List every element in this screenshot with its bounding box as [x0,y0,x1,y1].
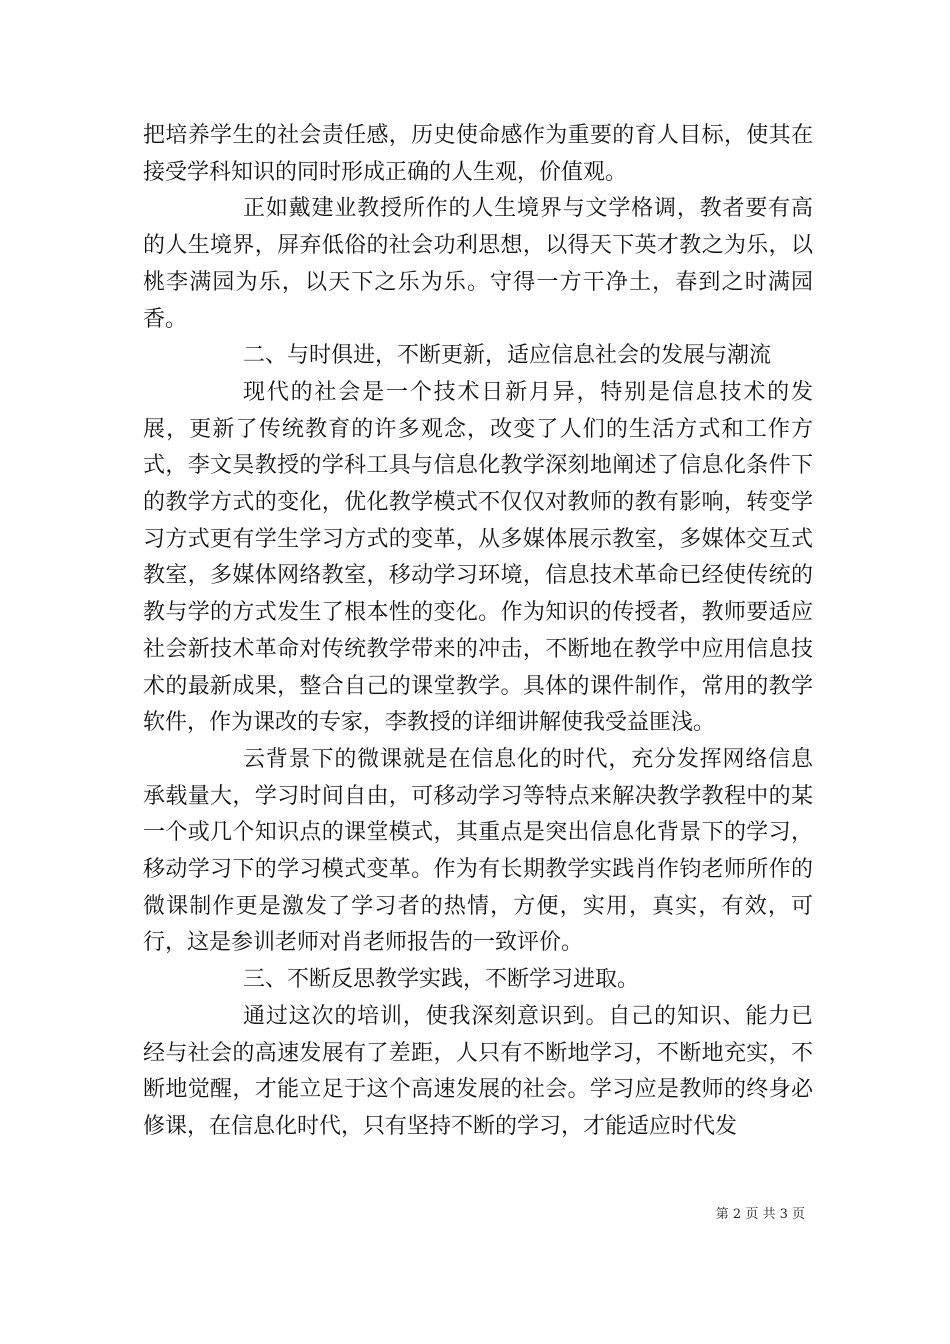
paragraph-3: 现代的社会是一个技术日新月异，特别是信息技术的发展，更新了传统教育的许多观念，改变了人们的生活方式和工作方式，李文昊教授的学科工具与信息化教学深刻地阐述了信息化条件下的教学方式的变化，优化教学模式不仅仅对教师的教有影响，转变学习方式更有学生学习方式的变革，从多媒体展示教室，多媒体交互式教室，多媒体网络教室，移动学习环境，信息技术革命已经使传统的教与学的方式发生了根本性的变化。作为知识的传授者，教师要适应社会新技术革命对传统教学带来的冲击，不断地在教学中应用信息技术的最新成果，整合自己的课堂教学。具体的课件制作，常用的教学软件，作为课改的专家，李教授的详细讲解使我受益匪浅。 [143,379,813,736]
paragraph-4: 云背景下的微课就是在信息化的时代，充分发挥网络信息承载量大，学习时间自由，可移动学习等特点来解决教学教程中的某一个或几个知识点的课堂模式，其重点是突出信息化背景下的学习，移动学习下的学习模式变革。作为有长期教学实践肖作钧老师所作的微课制作更是激发了学习者的热情，方便，实用，真实，有效，可行，这是参训老师对肖老师报告的一致评价。 [143,746,813,956]
page-number: 第 2 页 共 3 页 [715,1207,805,1222]
body-text [143,118,813,1146]
paragraph-1: 把培养学生的社会责任感，历史使命感作为重要的育人目标，使其在接受学科知识的同时形成正确的人生观，价值观。 [143,123,813,185]
paragraph-5: 通过这次的培训，使我深刻意识到。自己的知识、能力已经与社会的高速发展有了差距，人只有不断地学习，不断地充实，不断地觉醒，才能立足于这个高速发展的社会。学习应是教师的终身必修课，在信息化时代，只有坚持不断的学习，才能适应时代发 [143,1003,813,1139]
section-heading-2: 二、与时俱进，不断更新，适应信息社会的发展与潮流 [243,343,772,369]
paragraph-2: 正如戴建业教授所作的人生境界与文学格调，教者要有高的人生境界，屏弃低俗的社会功利思想，以得天下英才教之为乐，以桃李满园为乐，以天下之乐为乐。守得一方干净土，春到之时满园香。 [143,196,813,332]
section-heading-3: 三、不断反思教学实践，不断学习进取。 [243,967,640,993]
